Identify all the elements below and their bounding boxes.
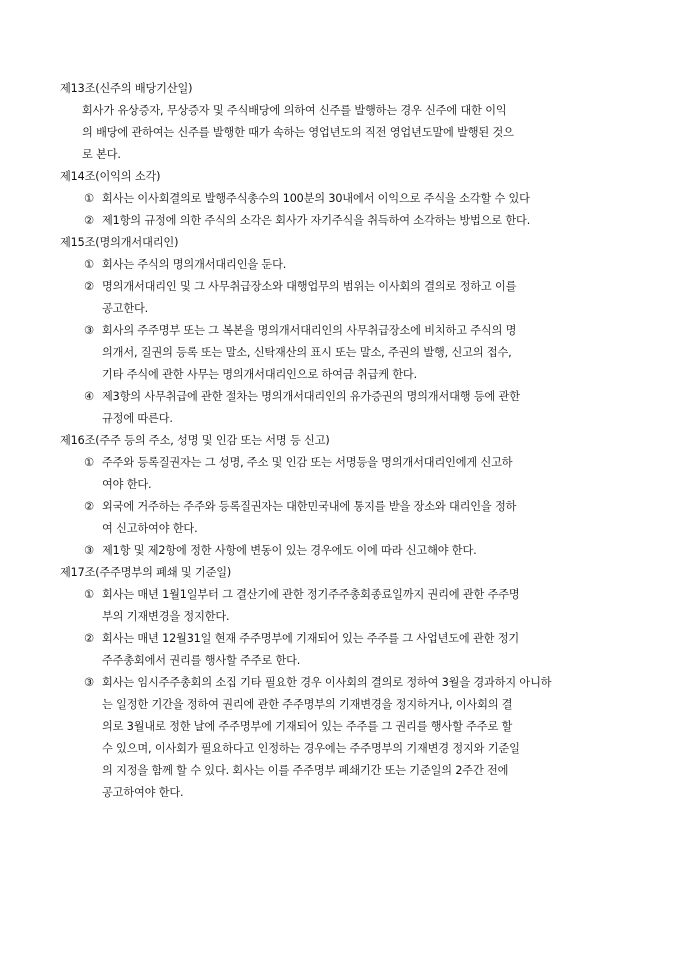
clause-number: ④ (84, 390, 94, 403)
text-line: 외국에 거주하는 주주와 등록질권자는 대한민국내에 통지를 받을 장소와 대리인을 정하 (102, 500, 517, 513)
clause-number: ② (84, 280, 94, 293)
clause-item (80, 188, 620, 210)
clause-number: ③ (84, 324, 94, 337)
text-line: 회사는 매년 1월1일부터 그 결산기에 관한 정기주주총회종료일까지 권리에 관한 주주명 (102, 588, 520, 601)
clause-item (80, 628, 620, 672)
text-line: 회사는 이사회결의로 발행주식총수의 100분의 30내에서 이익으로 주식을 소각할 수 있다 (102, 192, 530, 205)
text-line: 로 본다. (82, 148, 121, 161)
text-line: 규정에 따른다. (102, 412, 173, 425)
text-line: 의 지정을 함께 할 수 있다. 회사는 이를 주주명부 폐쇄기간 또는 기준일의 2주간 전에 (102, 764, 509, 777)
clause-number: ③ (84, 544, 94, 557)
text-line: 공고한다. (102, 302, 149, 315)
clause-number: ② (84, 500, 94, 513)
article-13 (60, 78, 620, 166)
text-line: 는 일정한 기간을 정하여 권리에 관한 주주명부의 기재변경을 정지하거나, 이사회의 결 (102, 698, 513, 711)
clause-item (80, 672, 620, 804)
clause-number: ① (84, 258, 94, 271)
clause-number: ② (84, 214, 94, 227)
text-line: 여 신고하여야 한다. (102, 522, 198, 535)
clause-number: ③ (84, 676, 94, 689)
article-heading: 제14조(이익의 소각) (60, 170, 161, 183)
text-line: 여야 한다. (102, 478, 152, 491)
text-line: 회사의 주주명부 또는 그 복본을 명의개서대리인의 사무취급장소에 비치하고 주식의 명 (102, 324, 517, 337)
clause-number: ① (84, 456, 94, 469)
article-14 (60, 166, 620, 232)
clause-item (80, 254, 620, 276)
text-line: 회사는 임시주주총회의 소집 기타 필요한 경우 이사회의 결의로 정하여 3월을 경과하지 아니하 (102, 676, 552, 689)
text-line: 공고하여야 한다. (102, 786, 184, 799)
text-line: 회사는 매년 12월31일 현재 주주명부에 기재되어 있는 주주를 그 사업년도에 관한 정기 (102, 632, 520, 645)
text-line: 주주와 등록질권자는 그 성명, 주소 및 인감 또는 서명등을 명의개서대리인에게 신고하 (102, 456, 513, 469)
clause-item (80, 276, 620, 320)
text-line: 회사가 유상증자, 무상증자 및 주식배당에 의하여 신주를 발행하는 경우 신주에 대한 이익 (82, 104, 507, 117)
clause-item (80, 386, 620, 430)
article-heading: 제15조(명의개서대리인) (60, 236, 179, 249)
article-heading: 제16조(주주 등의 주소, 성명 및 인감 또는 서명 등 신고) (60, 434, 330, 447)
clause-item (80, 496, 620, 540)
text-line: 제1항의 규정에 의한 주식의 소각은 회사가 자기주식을 취득하여 소각하는 방법으로 한다. (102, 214, 531, 227)
clause-number: ① (84, 192, 94, 205)
text-line: 의 배당에 관하여는 신주를 발행한 때가 속하는 영업년도의 직전 영업년도말에 발행된 것으 (82, 126, 514, 139)
text-line: 부의 기재변경을 정지한다. (102, 610, 230, 623)
text-line: 기타 주식에 관한 사무는 명의개서대리인으로 하여금 취급케 한다. (102, 368, 417, 381)
text-line: 주주총회에서 권리를 행사할 주주로 한다. (102, 654, 301, 667)
text-line: 제3항의 사무취급에 관한 절차는 명의개서대리인의 유가증권의 명의개서대행 등에 관한 (102, 390, 520, 403)
text-line: 의로 3월내로 정한 날에 주주명부에 기재되어 있는 주주를 그 권리를 행사할 주주로 할 (102, 720, 513, 733)
article-heading: 제17조(주주명부의 폐쇄 및 기준일) (60, 566, 232, 579)
clause-item (80, 452, 620, 496)
article-paragraph (82, 100, 620, 166)
clause-item (80, 320, 620, 386)
text-line: 수 있으며, 이사회가 필요하다고 인정하는 경우에는 주주명부의 기재변경 정지와 기준일 (102, 742, 520, 755)
clause-item (80, 210, 620, 232)
text-line: 의개서, 질권의 등록 또는 말소, 신탁재산의 표시 또는 말소, 주권의 발행, 신고의 접수, (102, 346, 512, 359)
article-heading: 제13조(신주의 배당기산일) (60, 82, 193, 95)
text-line: 제1항 및 제2항에 정한 사항에 변동이 있는 경우에도 이에 따라 신고해야 한다. (102, 544, 477, 557)
text-line: 회사는 주식의 명의개서대리인을 둔다. (102, 258, 287, 271)
article-17 (60, 562, 620, 804)
clause-number: ① (84, 588, 94, 601)
clause-item (80, 540, 620, 562)
clause-number: ② (84, 632, 94, 645)
text-line: 명의개서대리인 및 그 사무취급장소와 대행업무의 범위는 이사회의 결의로 정하고 이를 (102, 280, 517, 293)
clause-item (80, 584, 620, 628)
articles-of-incorporation (60, 78, 620, 804)
article-16 (60, 430, 620, 562)
article-15 (60, 232, 620, 430)
